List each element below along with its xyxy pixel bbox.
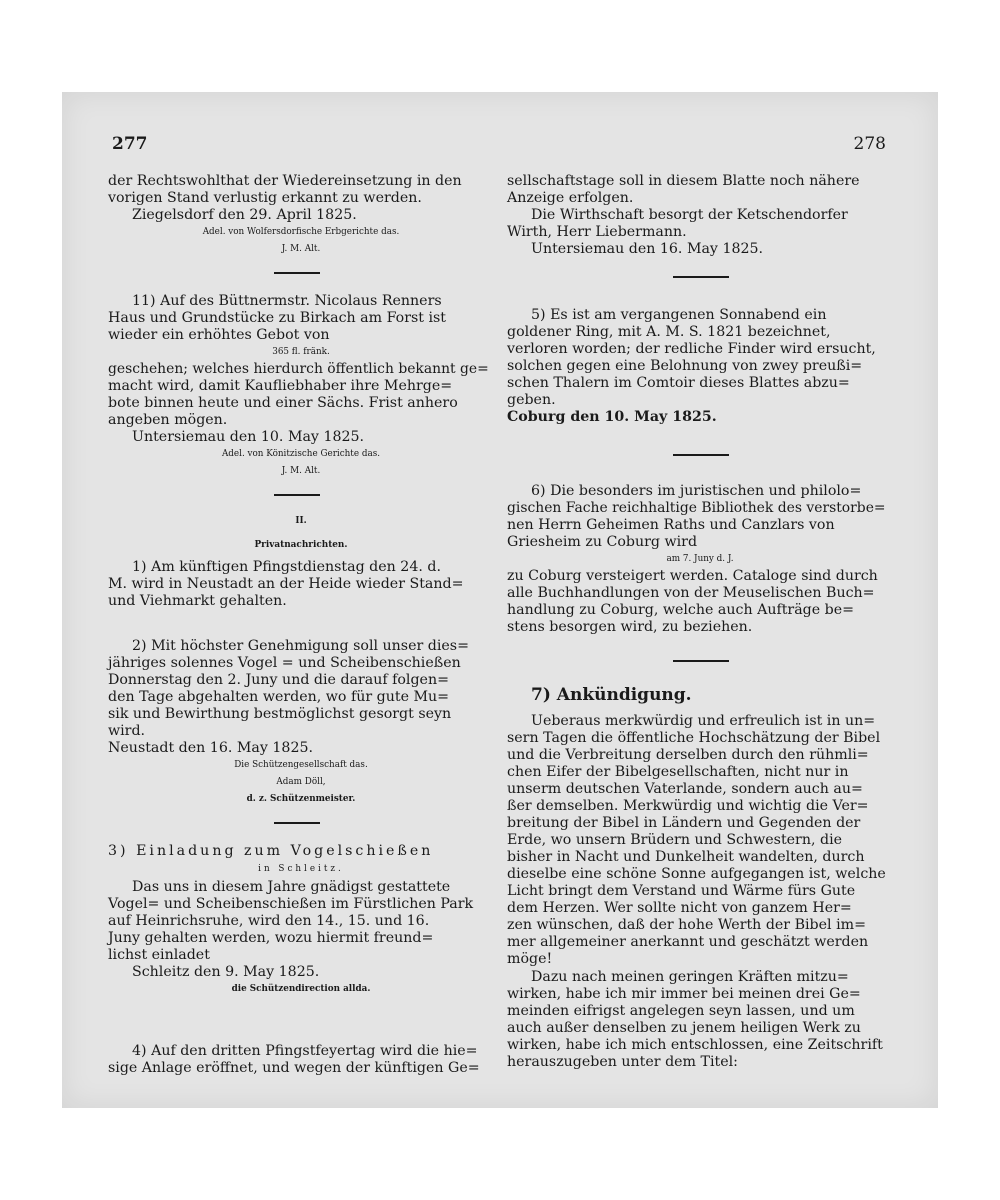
section-numeral: II. xyxy=(295,516,307,526)
text-line: dieselbe eine schöne Sonne aufgegangen ist, welche xyxy=(507,866,886,882)
text-line: auf Heinrichsruhe, wird den 14., 15. und 16. xyxy=(108,913,430,929)
text-line: gischen Fache reichhaltige Bibliothek des verstorbe= xyxy=(507,500,886,516)
text-line: Griesheim zu Coburg wird xyxy=(507,534,698,550)
text-line: chen Eifer der Bibelgesellschaften, nicht nur in xyxy=(507,764,849,780)
text-line: Untersiemau den 16. May 1825. xyxy=(531,241,764,257)
text-line: geben. xyxy=(507,392,556,408)
text-line: und die Verbreitung derselben durch den rühmli= xyxy=(507,747,869,763)
text-line: verloren worden; der redliche Finder wird ersucht, xyxy=(507,341,876,357)
text-line: sik und Bewirthung bestmöglichst gesorgt seyn xyxy=(108,706,452,722)
text-line: herauszugeben unter dem Titel: xyxy=(507,1054,738,1070)
section-divider xyxy=(274,272,320,274)
text-line: Licht bringt dem Verstand und Wärme fürs Gute xyxy=(507,883,856,899)
text-line: sern Tagen die öffentliche Hochschätzung der Bibel xyxy=(507,730,881,746)
text-line: solchen gegen eine Belohnung von zwey preußi= xyxy=(507,358,863,374)
signature-line: J. M. Alt. xyxy=(281,466,321,476)
text-line: 5) Es ist am vergangenen Sonnabend ein xyxy=(531,307,827,323)
text-line: 4) Auf den dritten Pfingstfeyertag wird die hie= xyxy=(132,1043,478,1059)
text-line: Coburg den 10. May 1825. xyxy=(507,409,717,425)
signature-line: J. M. Alt. xyxy=(281,244,321,254)
text-line: handlung zu Coburg, welche auch Aufträge be= xyxy=(507,602,855,618)
text-line: wieder ein erhöhtes Gebot von xyxy=(108,327,330,343)
text-line: Ueberaus merkwürdig und erfreulich ist in un= xyxy=(531,713,876,729)
text-line: 11) Auf des Büttnermstr. Nicolaus Renners xyxy=(132,293,442,309)
text-line: alle Buchhandlungen von der Meuselischen Buch= xyxy=(507,585,875,601)
text-line: 2) Mit höchster Genehmigung soll unser dies= xyxy=(132,638,469,654)
text-line: Schleitz den 9. May 1825. xyxy=(132,964,320,980)
text-line: geschehen; welches hierdurch öffentlich bekannt ge= xyxy=(108,361,489,377)
notice-heading: in Schleitz. xyxy=(258,864,344,874)
text-line: Dazu nach meinen geringen Kräften mitzu= xyxy=(531,969,849,985)
text-line: Ziegelsdorf den 29. April 1825. xyxy=(132,207,357,223)
text-line: auch außer denselben zu jenem heiligen Werk zu xyxy=(507,1020,861,1036)
text-line: der Rechtswohlthat der Wiedereinsetzung in den xyxy=(108,173,462,189)
text-line: mer allgemeiner anerkannt und geschätzt werden xyxy=(507,934,869,950)
page-number-left: 277 xyxy=(112,134,148,154)
page-number-right: 278 xyxy=(853,134,886,154)
text-line: den Tage abgehalten werden, wo für gute Mu= xyxy=(108,689,450,705)
text-line: schen Thalern im Comtoir dieses Blattes abzu= xyxy=(507,375,850,391)
section-divider xyxy=(274,494,320,496)
section-divider xyxy=(673,660,729,662)
notice-heading: 3) Einladung zum Vogelschießen xyxy=(108,843,434,859)
text-line: sige Anlage eröffnet, und wegen der künftigen Ge= xyxy=(108,1060,480,1076)
signature-line: Adam Döll, xyxy=(276,777,326,787)
signature-line: die Schützendirection allda. xyxy=(231,984,371,994)
section-divider xyxy=(274,822,320,824)
text-line: 1) Am künftigen Pfingstdienstag den 24. d. xyxy=(132,559,441,575)
text-line: breitung der Bibel in Ländern und Gegenden der xyxy=(507,815,861,831)
text-line: möge! xyxy=(507,951,553,967)
text-line: Juny gehalten werden, wozu hiermit freund= xyxy=(108,930,434,946)
text-line: zu Coburg versteigert werden. Cataloge sind durch xyxy=(507,568,878,584)
text-line: meinden eifrigst angelegen seyn lassen, und um xyxy=(507,1003,855,1019)
text-line: ßer demselben. Merkwürdig und wichtig die Ver= xyxy=(507,798,869,814)
signature-line: Die Schützengesellschaft das. xyxy=(234,760,368,770)
text-line: Anzeige erfolgen. xyxy=(507,190,634,206)
signature-line: Adel. von Könitzische Gerichte das. xyxy=(221,449,381,459)
text-line: und Viehmarkt gehalten. xyxy=(108,593,287,609)
text-line: Neustadt den 16. May 1825. xyxy=(108,740,314,756)
text-line: Donnerstag den 2. Juny und die darauf folgen= xyxy=(108,672,449,688)
signature-line: d. z. Schützenmeister. xyxy=(246,794,356,804)
text-line: goldener Ring, mit A. M. S. 1821 bezeichnet, xyxy=(507,324,831,340)
text-line: wirken, habe ich mir immer bei meinen drei Ge= xyxy=(507,986,861,1002)
text-line: macht wird, damit Kaufliebhaber ihre Mehrge= xyxy=(108,378,453,394)
text-line: wirken, habe ich mich entschlossen, eine Zeitschrift xyxy=(507,1037,883,1053)
text-line: wird. xyxy=(108,723,146,739)
scanned-page xyxy=(62,92,938,1108)
text-line: dem Herzen. Wer sollte nicht von ganzem Her= xyxy=(507,900,852,916)
text-line: Haus und Grundstücke zu Birkach am Forst ist xyxy=(108,310,447,326)
text-line: Erde, wo unsern Brüdern und Schwestern, die xyxy=(507,832,843,848)
text-line: lichst einladet xyxy=(108,947,210,963)
text-line: Die Wirthschaft besorgt der Ketschendorfer xyxy=(531,207,848,223)
price-line: 365 fl. fränk. xyxy=(272,347,330,357)
text-line: stens besorgen wird, zu beziehen. xyxy=(507,619,753,635)
text-line: Wirth, Herr Liebermann. xyxy=(507,224,687,240)
section-divider xyxy=(673,454,729,456)
text-line: sellschaftstage soll in diesem Blatte noch nähere xyxy=(507,173,860,189)
text-line: nen Herrn Geheimen Raths und Canzlars von xyxy=(507,517,835,533)
text-line: Das uns in diesem Jahre gnädigst gestattete xyxy=(132,879,451,895)
date-line: am 7. Juny d. J. xyxy=(666,554,734,564)
text-line: unserm deutschen Vaterlande, sondern auch au= xyxy=(507,781,863,797)
text-line: zen wünschen, daß der hohe Werth der Bibel im= xyxy=(507,917,866,933)
section-heading: Privatnachrichten. xyxy=(254,540,348,550)
section-heading: 7) Ankündigung. xyxy=(531,685,692,705)
text-line: angeben mögen. xyxy=(108,412,228,428)
text-line: vorigen Stand verlustig erkannt zu werden. xyxy=(108,190,422,206)
text-line: Vogel= und Scheibenschießen im Fürstlichen Park xyxy=(108,896,474,912)
text-line: Untersiemau den 10. May 1825. xyxy=(132,429,365,445)
signature-line: Adel. von Wolfersdorfische Erbgerichte das. xyxy=(202,227,400,237)
text-line: 6) Die besonders im juristischen und philolo= xyxy=(531,483,862,499)
text-line: jähriges solennes Vogel = und Scheibenschießen xyxy=(108,655,461,671)
text-line: bote binnen heute und einer Sächs. Frist anhero xyxy=(108,395,458,411)
text-line: M. wird in Neustadt an der Heide wieder Stand= xyxy=(108,576,464,592)
text-line: bisher in Nacht und Dunkelheit wandelten, durch xyxy=(507,849,865,865)
section-divider xyxy=(673,276,729,278)
